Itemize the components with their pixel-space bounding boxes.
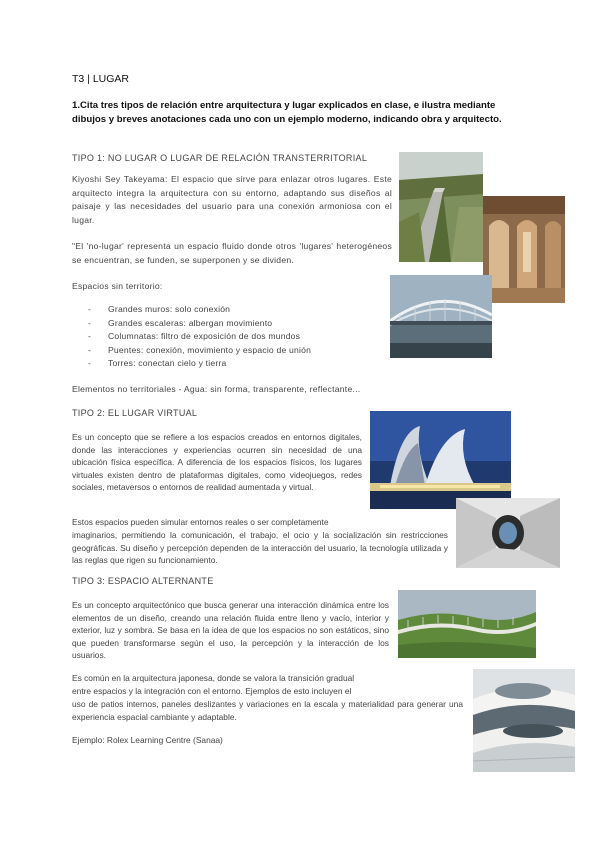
section1-paragraph-1: Kiyoshi Sey Takeyama: El espacio que sirve para enlazar otros lugares. Este arquitecto integra la arquitectura con su entorno, adaptando sus diseños al paisaje y las necesidades del usuario para una conexión armoniosa con el lugar. [72, 174, 392, 225]
document-title: T3 | LUGAR [72, 73, 129, 85]
section1-closing: Elementos no territoriales - Agua: sin forma, transparente, reflectante... [72, 384, 361, 394]
photo-virtual-interior [456, 498, 560, 568]
list-item: - Torres: conectan cielo y tierra [72, 357, 372, 371]
section2-paragraph-1: Es un concepto que se refiere a los espacios creados en entornos digitales, donde las interacciones y experiencias ocurren sin necesidad de una ubicación física específica. A diferencia de los espacios físicos, los lugares virtuales existen dentro de plataformas digitales, como videojuegos, redes sociales, metaversos o entornos de realidad aumentada y virtual. [72, 432, 362, 493]
photo-landscape-wall [399, 152, 483, 262]
list-item: - Puentes: conexión, movimiento y espacio de unión [72, 344, 372, 358]
assignment-question: 1.Cita tres tipos de relación entre arquitectura y lugar explicados en clase, e ilustra mediante dibujos y breves anotaciones cada uno con un ejemplo moderno, indicando obra y arquitecto. [72, 100, 502, 125]
list-item: - Grandes escaleras: albergan movimiento [72, 317, 372, 331]
photo-rolex-learning-centre [473, 669, 575, 772]
section3-paragraph-2-line-1: Es común en la arquitectura japonesa, donde se valora la transición gradual [72, 673, 355, 683]
section1-paragraph-2: "El 'no-lugar' representa un espacio fluido donde otros 'lugares' heterogéneos se encuentran, se funden, se superponen y se dividen. [72, 241, 392, 265]
list-item: - Columnatas: filtro de exposición de dos mundos [72, 330, 372, 344]
section2-paragraph-2-line-1: Estos espacios pueden simular entornos reales o ser completamente [72, 517, 329, 527]
section-heading-tipo-3: TIPO 3: ESPACIO ALTERNANTE [72, 576, 214, 586]
list-item: - Grandes muros: solo conexión [72, 303, 372, 317]
photo-colonnade [483, 196, 565, 303]
photo-green-roof [398, 590, 536, 658]
section2-paragraph-2: imaginarios, permitiendo la comunicación, el trabajo, el ocio y la socialización sin restricciones geográficas. Su diseño y percepción dependen de la interacción del usuario, la tecnología utilizada y las reglas que rigen su funcionamiento. [72, 530, 448, 566]
photo-futuristic-building [370, 411, 511, 509]
section-heading-tipo-2: TIPO 2: EL LUGAR VIRTUAL [72, 408, 198, 418]
section3-paragraph-1: Es un concepto arquitectónico que busca generar una interacción dinámica entre los elementos de un diseño, creando una relación fluida entre lleno y vacío, interior y exterior, luz y sombra. Se basa en la idea de que los espacios no son estáticos, sino que pueden transformarse según el uso, la percepción y la interacción de los usuarios. [72, 600, 389, 661]
section-heading-tipo-1: TIPO 1: NO LUGAR O LUGAR DE RELACIÓN TRANSTERRITORIAL [72, 153, 368, 163]
territory-list [72, 303, 372, 371]
section3-paragraph-2-line-2: entre espacios y la integración con el entorno. Ejemplos de esto incluyen el [72, 686, 352, 696]
section1-list-intro: Espacios sin territorio: [72, 281, 163, 291]
photo-bridge [390, 275, 492, 358]
section3-example: Ejemplo: Rolex Learning Centre (Sanaa) [72, 735, 223, 745]
section3-paragraph-2: uso de patios internos, paneles deslizantes y variaciones en la escala y materialidad para generar una experiencia espacial cambiante y adaptable. [72, 699, 463, 722]
